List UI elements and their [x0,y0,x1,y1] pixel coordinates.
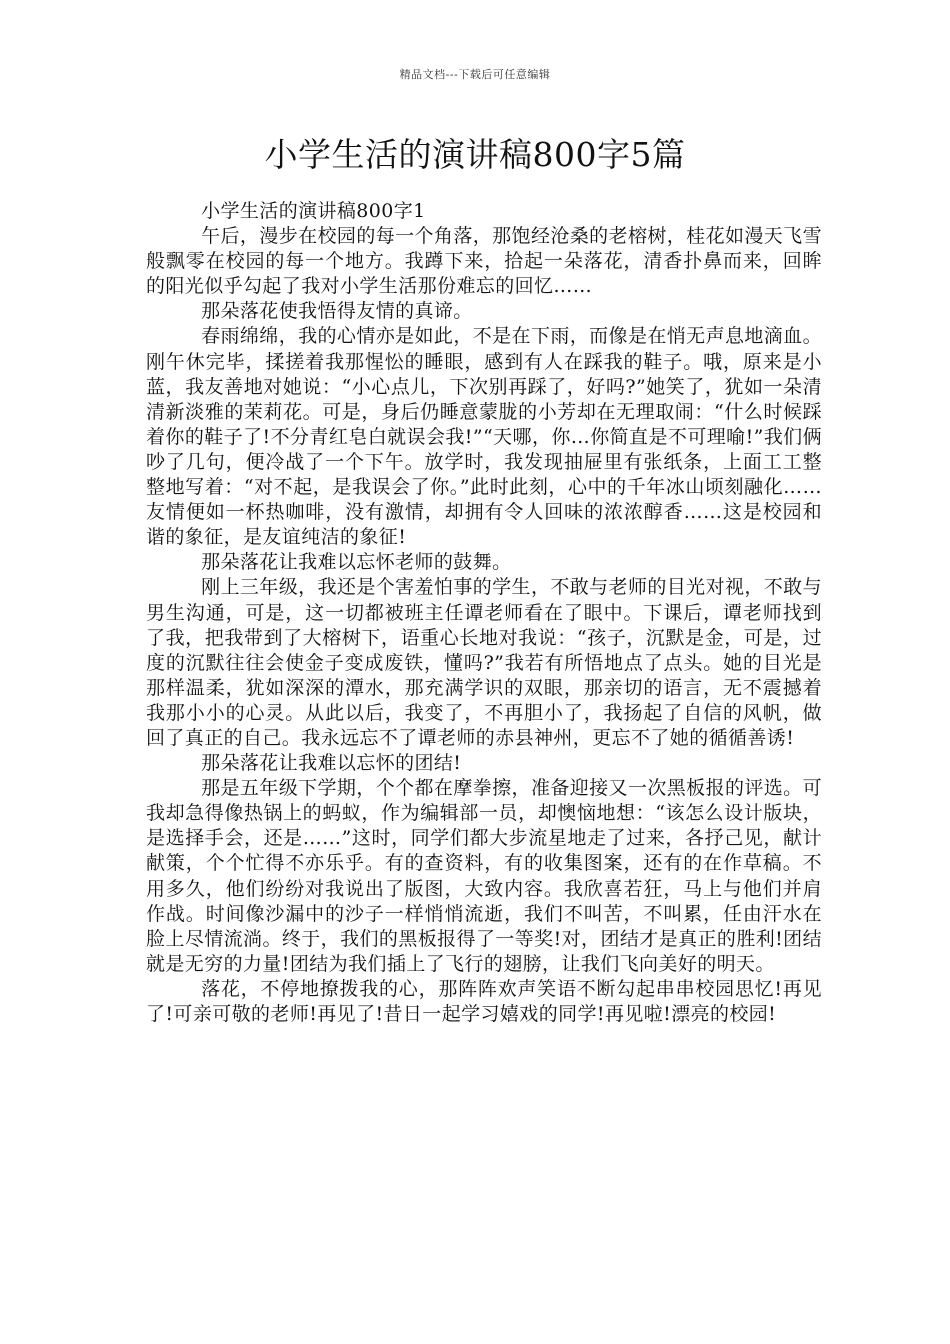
document-title: 小学生活的演讲稿800字5篇 [264,135,686,174]
article-body [146,199,822,1027]
page-header-note: 精品文档---下载后可任意编辑 [399,68,551,81]
paragraph-unity-story: 那是五年级下学期，个个都在摩拳擦，准备迎接又一次黑板报的评选。可我却急得像热锅上的蚂蚁，作为编辑部一员，却懊恼地想：“该怎么设计版块，是选择手会，还是……”这时，同学们都大步流星地走了过来，各抒己见，献计献策，个个忙得不亦乐乎。有的查资料，有的收集图案，还有的在作草稿。不用多久，他们纷纷对我说出了版图，大致内容。我欣喜若狂，马上与他们并肩作战。时间像沙漏中的沙子一样悄悄流逝，我们不叫苦，不叫累，任由汗水在脸上尽情流淌。终于，我们的黑板报得了一等奖!对，团结才是真正的胜利!团结就是无穷的力量!团结为我们插上了飞行的翅膀，让我们飞向美好的明天。 [146,777,822,975]
paragraph-teacher-story: 刚上三年级，我还是个害羞怕事的学生，不敢与老师的目光对视，不敢与男生沟通，可是，这一切都被班主任谭老师看在了眼中。下课后，谭老师找到了我，把我带到了大榕树下，语重心长地对我说：“孩子，沉默是金，可是，过度的沉默往往会使金子变成废铁，懂吗?”我若有所悟地点了点头。她的目光是那样温柔，犹如深深的潭水，那充满学识的双眼，那亲切的语言，无不震撼着我那小小的心灵。从此以后，我变了，不再胆小了，我扬起了自信的风帆，做回了真正的自己。我永远忘不了谭老师的赤县神州，更忘不了她的循循善诱! [146,576,822,749]
paragraph-conclusion: 落花，不停地撩拨我的心，那阵阵欢声笑语不断勾起串串校园思忆!再见了!可亲可敬的老师!再见了!昔日一起学习嬉戏的同学!再见啦!漂亮的校园! [146,977,822,1025]
paragraph-unity-lead: 那朵落花让我难以忘怀的团结! [201,752,462,775]
paragraph-friendship-lead: 那朵落花使我悟得友情的真谛。 [201,300,473,323]
paragraph-intro: 午后，漫步在校园的每一个角落，那饱经沧桑的老榕树，桂花如漫天飞雪般飘零在校园的每一个地方。我蹲下来，拾起一朵落花，清香扑鼻而来，回眸的阳光似乎勾起了我对小学生活那份难忘的回忆…… [146,225,822,298]
section-heading: 小学生活的演讲稿800字1 [201,200,426,222]
paragraph-teacher-lead: 那朵落花让我难以忘怀老师的鼓舞。 [201,551,512,574]
paragraph-friendship-story: 春雨绵绵，我的心情亦是如此，不是在下雨，而像是在悄无声息地滴血。刚午休完毕，揉搓着我那惺忪的睡眼，感到有人在踩我的鞋子。哦，原来是小蓝，我友善地对她说：“小心点儿，下次别再踩了，好吗?”她笑了，犹如一朵清清新淡雅的茉莉花。可是，身后仍睡意蒙胧的小芳却在无理取闹：“什么时候踩着你的鞋子了!不分青红皂白就误会我!”“天哪，你…你简直是不可理喻!”我们俩吵了几句，便冷战了一个下午。放学时，我发现抽屉里有张纸条，上面工工整整地写着：“对不起，是我误会了你。”此时此刻，心中的千年冰山顷刻融化……友情便如一杯热咖啡，没有激情，却拥有令人回味的浓浓醇香……这是校园和谐的象征，是友谊纯洁的象征! [146,325,822,549]
